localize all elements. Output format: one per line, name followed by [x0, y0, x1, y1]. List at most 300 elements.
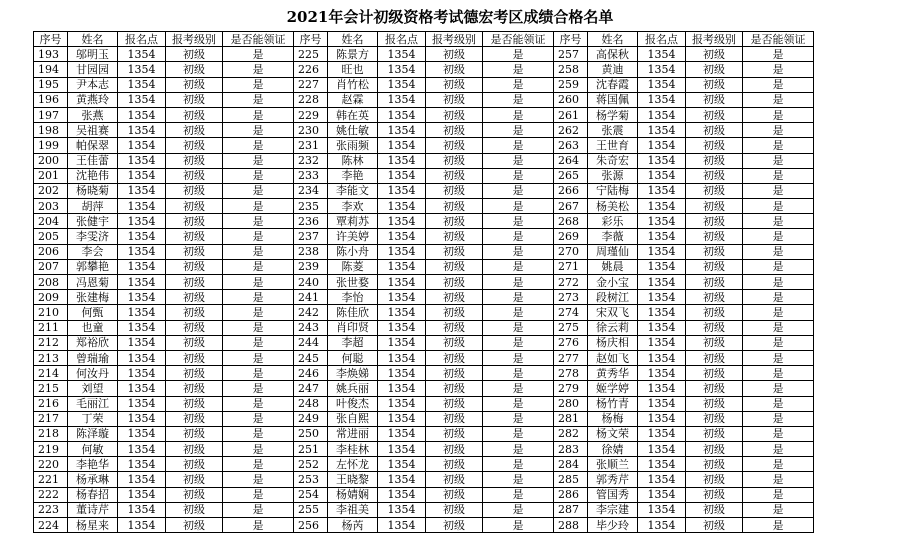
level-cell: 初级	[426, 138, 483, 153]
point-cell: 1354	[118, 153, 166, 168]
seq-cell: 222	[34, 487, 68, 502]
name-cell: 郑裕欣	[68, 335, 118, 350]
name-cell: 李艳	[328, 168, 378, 183]
seq-cell: 208	[34, 275, 68, 290]
seq-cell: 279	[554, 381, 588, 396]
header-level: 报考级别	[686, 32, 743, 47]
name-cell: 张源	[588, 168, 638, 183]
cert-cell: 是	[223, 426, 294, 441]
point-cell: 1354	[638, 107, 686, 122]
name-cell: 覃莉苏	[328, 214, 378, 229]
point-cell: 1354	[378, 442, 426, 457]
level-cell: 初级	[686, 153, 743, 168]
point-cell: 1354	[118, 259, 166, 274]
cert-cell: 是	[223, 153, 294, 168]
seq-cell: 288	[554, 518, 588, 533]
table-row	[34, 472, 814, 487]
point-cell: 1354	[638, 381, 686, 396]
table-row	[34, 107, 814, 122]
cert-cell: 是	[483, 183, 554, 198]
name-cell: 常进丽	[328, 426, 378, 441]
cert-cell: 是	[483, 457, 554, 472]
point-cell: 1354	[378, 502, 426, 517]
name-cell: 旺也	[328, 62, 378, 77]
point-cell: 1354	[638, 62, 686, 77]
cert-cell: 是	[223, 47, 294, 62]
point-cell: 1354	[378, 199, 426, 214]
table-row	[34, 92, 814, 107]
level-cell: 初级	[686, 396, 743, 411]
seq-cell: 246	[294, 366, 328, 381]
point-cell: 1354	[638, 487, 686, 502]
seq-cell: 286	[554, 487, 588, 502]
seq-cell: 239	[294, 259, 328, 274]
name-cell: 李欢	[328, 199, 378, 214]
name-cell: 张雨频	[328, 138, 378, 153]
header-cert: 是否能领证	[223, 32, 294, 47]
level-cell: 初级	[166, 47, 223, 62]
seq-cell: 200	[34, 153, 68, 168]
name-cell: 帕保翠	[68, 138, 118, 153]
name-cell: 沈春霞	[588, 77, 638, 92]
level-cell: 初级	[686, 442, 743, 457]
point-cell: 1354	[638, 259, 686, 274]
point-cell: 1354	[378, 457, 426, 472]
point-cell: 1354	[638, 214, 686, 229]
seq-cell: 207	[34, 259, 68, 274]
cert-cell: 是	[483, 214, 554, 229]
point-cell: 1354	[638, 518, 686, 533]
cert-cell: 是	[223, 77, 294, 92]
cert-cell: 是	[743, 320, 814, 335]
seq-cell: 198	[34, 123, 68, 138]
cert-cell: 是	[223, 214, 294, 229]
level-cell: 初级	[166, 320, 223, 335]
cert-cell: 是	[743, 77, 814, 92]
level-cell: 初级	[686, 381, 743, 396]
table-row	[34, 518, 814, 533]
level-cell: 初级	[426, 442, 483, 457]
level-cell: 初级	[426, 411, 483, 426]
level-cell: 初级	[686, 214, 743, 229]
table-row	[34, 487, 814, 502]
cert-cell: 是	[223, 350, 294, 365]
point-cell: 1354	[118, 123, 166, 138]
name-cell: 何汝丹	[68, 366, 118, 381]
level-cell: 初级	[166, 244, 223, 259]
name-cell: 郭攀艳	[68, 259, 118, 274]
level-cell: 初级	[426, 275, 483, 290]
seq-cell: 220	[34, 457, 68, 472]
seq-cell: 224	[34, 518, 68, 533]
seq-cell: 280	[554, 396, 588, 411]
level-cell: 初级	[686, 259, 743, 274]
level-cell: 初级	[166, 366, 223, 381]
seq-cell: 217	[34, 411, 68, 426]
cert-cell: 是	[743, 47, 814, 62]
seq-cell: 278	[554, 366, 588, 381]
table-row	[34, 381, 814, 396]
seq-cell: 232	[294, 153, 328, 168]
cert-cell: 是	[483, 62, 554, 77]
point-cell: 1354	[378, 275, 426, 290]
cert-cell: 是	[743, 350, 814, 365]
point-cell: 1354	[638, 168, 686, 183]
name-cell: 杨美松	[588, 199, 638, 214]
name-cell: 李能文	[328, 183, 378, 198]
name-cell: 杨春招	[68, 487, 118, 502]
cert-cell: 是	[483, 487, 554, 502]
point-cell: 1354	[378, 229, 426, 244]
cert-cell: 是	[483, 168, 554, 183]
cert-cell: 是	[483, 275, 554, 290]
cert-cell: 是	[223, 335, 294, 350]
seq-cell: 234	[294, 183, 328, 198]
cert-cell: 是	[223, 305, 294, 320]
name-cell: 李怡	[328, 290, 378, 305]
header-cert: 是否能领证	[483, 32, 554, 47]
name-cell: 徐云莉	[588, 320, 638, 335]
table-row	[34, 426, 814, 441]
name-cell: 也童	[68, 320, 118, 335]
table-row	[34, 47, 814, 62]
level-cell: 初级	[426, 153, 483, 168]
point-cell: 1354	[638, 457, 686, 472]
name-cell: 李宗建	[588, 502, 638, 517]
cert-cell: 是	[743, 335, 814, 350]
seq-cell: 203	[34, 199, 68, 214]
name-cell: 张世婺	[328, 275, 378, 290]
point-cell: 1354	[378, 381, 426, 396]
name-cell: 杨梅	[588, 411, 638, 426]
level-cell: 初级	[686, 335, 743, 350]
point-cell: 1354	[638, 123, 686, 138]
level-cell: 初级	[166, 199, 223, 214]
seq-cell: 216	[34, 396, 68, 411]
header-seq: 序号	[554, 32, 588, 47]
point-cell: 1354	[118, 487, 166, 502]
point-cell: 1354	[118, 47, 166, 62]
point-cell: 1354	[378, 396, 426, 411]
cert-cell: 是	[743, 426, 814, 441]
name-cell: 冯恩菊	[68, 275, 118, 290]
cert-cell: 是	[743, 396, 814, 411]
cert-cell: 是	[483, 244, 554, 259]
name-cell: 张震	[588, 123, 638, 138]
point-cell: 1354	[118, 426, 166, 441]
table-row	[34, 290, 814, 305]
level-cell: 初级	[686, 411, 743, 426]
cert-cell: 是	[223, 381, 294, 396]
point-cell: 1354	[118, 366, 166, 381]
table-row	[34, 199, 814, 214]
seq-cell: 240	[294, 275, 328, 290]
point-cell: 1354	[378, 487, 426, 502]
cert-cell: 是	[223, 457, 294, 472]
name-cell: 姚仕敏	[328, 123, 378, 138]
point-cell: 1354	[118, 396, 166, 411]
seq-cell: 205	[34, 229, 68, 244]
name-cell: 高保秋	[588, 47, 638, 62]
name-cell: 王世育	[588, 138, 638, 153]
point-cell: 1354	[638, 335, 686, 350]
name-cell: 杨晓菊	[68, 183, 118, 198]
level-cell: 初级	[166, 92, 223, 107]
seq-cell: 252	[294, 457, 328, 472]
cert-cell: 是	[483, 305, 554, 320]
seq-cell: 250	[294, 426, 328, 441]
name-cell: 董诗芹	[68, 502, 118, 517]
point-cell: 1354	[118, 229, 166, 244]
level-cell: 初级	[686, 502, 743, 517]
table-row	[34, 366, 814, 381]
seq-cell: 275	[554, 320, 588, 335]
point-cell: 1354	[378, 123, 426, 138]
name-cell: 韩在英	[328, 107, 378, 122]
point-cell: 1354	[638, 442, 686, 457]
level-cell: 初级	[686, 47, 743, 62]
point-cell: 1354	[118, 199, 166, 214]
level-cell: 初级	[426, 502, 483, 517]
seq-cell: 237	[294, 229, 328, 244]
name-cell: 陈景方	[328, 47, 378, 62]
seq-cell: 258	[554, 62, 588, 77]
name-cell: 胡萍	[68, 199, 118, 214]
level-cell: 初级	[166, 457, 223, 472]
cert-cell: 是	[743, 168, 814, 183]
level-cell: 初级	[686, 168, 743, 183]
level-cell: 初级	[166, 396, 223, 411]
cert-cell: 是	[483, 47, 554, 62]
point-cell: 1354	[638, 472, 686, 487]
cert-cell: 是	[483, 411, 554, 426]
header-point: 报名点	[118, 32, 166, 47]
point-cell: 1354	[118, 472, 166, 487]
level-cell: 初级	[686, 107, 743, 122]
name-cell: 许美婷	[328, 229, 378, 244]
level-cell: 初级	[426, 168, 483, 183]
cert-cell: 是	[483, 396, 554, 411]
seq-cell: 218	[34, 426, 68, 441]
seq-cell: 272	[554, 275, 588, 290]
document-title: 2021年会计初级资格考试德宏考区成绩合格名单	[286, 8, 614, 26]
point-cell: 1354	[118, 381, 166, 396]
level-cell: 初级	[686, 244, 743, 259]
point-cell: 1354	[638, 138, 686, 153]
seq-cell: 256	[294, 518, 328, 533]
seq-cell: 206	[34, 244, 68, 259]
seq-cell: 235	[294, 199, 328, 214]
name-cell: 左怀龙	[328, 457, 378, 472]
level-cell: 初级	[426, 381, 483, 396]
level-cell: 初级	[426, 77, 483, 92]
seq-cell: 274	[554, 305, 588, 320]
point-cell: 1354	[378, 472, 426, 487]
seq-cell: 241	[294, 290, 328, 305]
level-cell: 初级	[686, 62, 743, 77]
level-cell: 初级	[166, 77, 223, 92]
point-cell: 1354	[118, 335, 166, 350]
seq-cell: 283	[554, 442, 588, 457]
seq-cell: 230	[294, 123, 328, 138]
name-cell: 陈菱	[328, 259, 378, 274]
name-cell: 李祖美	[328, 502, 378, 517]
table-row	[34, 244, 814, 259]
point-cell: 1354	[638, 502, 686, 517]
name-cell: 何敏	[68, 442, 118, 457]
cert-cell: 是	[223, 123, 294, 138]
table-row	[34, 123, 814, 138]
header-point: 报名点	[638, 32, 686, 47]
point-cell: 1354	[118, 305, 166, 320]
point-cell: 1354	[638, 290, 686, 305]
seq-cell: 285	[554, 472, 588, 487]
seq-cell: 267	[554, 199, 588, 214]
name-cell: 何聪	[328, 350, 378, 365]
name-cell: 赵如飞	[588, 350, 638, 365]
point-cell: 1354	[638, 47, 686, 62]
seq-cell: 221	[34, 472, 68, 487]
name-cell: 郭秀芹	[588, 472, 638, 487]
header-name: 姓名	[588, 32, 638, 47]
cert-cell: 是	[743, 487, 814, 502]
point-cell: 1354	[118, 411, 166, 426]
header-seq: 序号	[34, 32, 68, 47]
table-row	[34, 305, 814, 320]
header-level: 报考级别	[426, 32, 483, 47]
cert-cell: 是	[743, 92, 814, 107]
point-cell: 1354	[638, 396, 686, 411]
cert-cell: 是	[483, 366, 554, 381]
level-cell: 初级	[426, 472, 483, 487]
seq-cell: 253	[294, 472, 328, 487]
name-cell: 姬学婷	[588, 381, 638, 396]
level-cell: 初级	[686, 290, 743, 305]
name-cell: 张燕	[68, 107, 118, 122]
table-row	[34, 275, 814, 290]
level-cell: 初级	[426, 366, 483, 381]
point-cell: 1354	[118, 138, 166, 153]
point-cell: 1354	[378, 366, 426, 381]
point-cell: 1354	[118, 502, 166, 517]
level-cell: 初级	[686, 305, 743, 320]
point-cell: 1354	[118, 457, 166, 472]
seq-cell: 263	[554, 138, 588, 153]
seq-cell: 233	[294, 168, 328, 183]
name-cell: 王佳蕾	[68, 153, 118, 168]
seq-cell: 204	[34, 214, 68, 229]
table-row	[34, 77, 814, 92]
seq-cell: 255	[294, 502, 328, 517]
cert-cell: 是	[483, 77, 554, 92]
level-cell: 初级	[686, 350, 743, 365]
name-cell: 黄秀华	[588, 366, 638, 381]
point-cell: 1354	[118, 62, 166, 77]
level-cell: 初级	[426, 62, 483, 77]
seq-cell: 264	[554, 153, 588, 168]
seq-cell: 228	[294, 92, 328, 107]
cert-cell: 是	[223, 168, 294, 183]
level-cell: 初级	[166, 487, 223, 502]
cert-cell: 是	[223, 259, 294, 274]
level-cell: 初级	[686, 426, 743, 441]
name-cell: 徐婧	[588, 442, 638, 457]
point-cell: 1354	[118, 244, 166, 259]
seq-cell: 231	[294, 138, 328, 153]
level-cell: 初级	[166, 290, 223, 305]
seq-cell: 276	[554, 335, 588, 350]
level-cell: 初级	[166, 214, 223, 229]
cert-cell: 是	[743, 138, 814, 153]
level-cell: 初级	[686, 92, 743, 107]
cert-cell: 是	[743, 123, 814, 138]
cert-cell: 是	[743, 214, 814, 229]
seq-cell: 244	[294, 335, 328, 350]
name-cell: 张顺兰	[588, 457, 638, 472]
cert-cell: 是	[483, 153, 554, 168]
point-cell: 1354	[118, 518, 166, 533]
point-cell: 1354	[638, 92, 686, 107]
seq-cell: 214	[34, 366, 68, 381]
level-cell: 初级	[166, 229, 223, 244]
table-row	[34, 183, 814, 198]
level-cell: 初级	[686, 229, 743, 244]
seq-cell: 227	[294, 77, 328, 92]
cert-cell: 是	[743, 381, 814, 396]
header-level: 报考级别	[166, 32, 223, 47]
name-cell: 李会	[68, 244, 118, 259]
point-cell: 1354	[638, 320, 686, 335]
cert-cell: 是	[743, 62, 814, 77]
level-cell: 初级	[166, 381, 223, 396]
name-cell: 毛丽江	[68, 396, 118, 411]
point-cell: 1354	[638, 350, 686, 365]
point-cell: 1354	[638, 77, 686, 92]
name-cell: 杨学菊	[588, 107, 638, 122]
level-cell: 初级	[166, 472, 223, 487]
cert-cell: 是	[743, 199, 814, 214]
level-cell: 初级	[426, 335, 483, 350]
cert-cell: 是	[223, 411, 294, 426]
point-cell: 1354	[378, 47, 426, 62]
point-cell: 1354	[378, 107, 426, 122]
cert-cell: 是	[483, 381, 554, 396]
seq-cell: 197	[34, 107, 68, 122]
name-cell: 王晓黎	[328, 472, 378, 487]
level-cell: 初级	[166, 153, 223, 168]
seq-cell: 259	[554, 77, 588, 92]
cert-cell: 是	[483, 138, 554, 153]
seq-cell: 210	[34, 305, 68, 320]
table-row	[34, 442, 814, 457]
name-cell: 叶俊杰	[328, 396, 378, 411]
level-cell: 初级	[426, 92, 483, 107]
seq-cell: 193	[34, 47, 68, 62]
table-row	[34, 259, 814, 274]
point-cell: 1354	[118, 168, 166, 183]
point-cell: 1354	[378, 259, 426, 274]
header-cert: 是否能领证	[743, 32, 814, 47]
point-cell: 1354	[118, 214, 166, 229]
level-cell: 初级	[426, 350, 483, 365]
seq-cell: 266	[554, 183, 588, 198]
seq-cell: 247	[294, 381, 328, 396]
cert-cell: 是	[743, 153, 814, 168]
level-cell: 初级	[426, 107, 483, 122]
seq-cell: 249	[294, 411, 328, 426]
level-cell: 初级	[166, 138, 223, 153]
table-body	[34, 47, 814, 533]
